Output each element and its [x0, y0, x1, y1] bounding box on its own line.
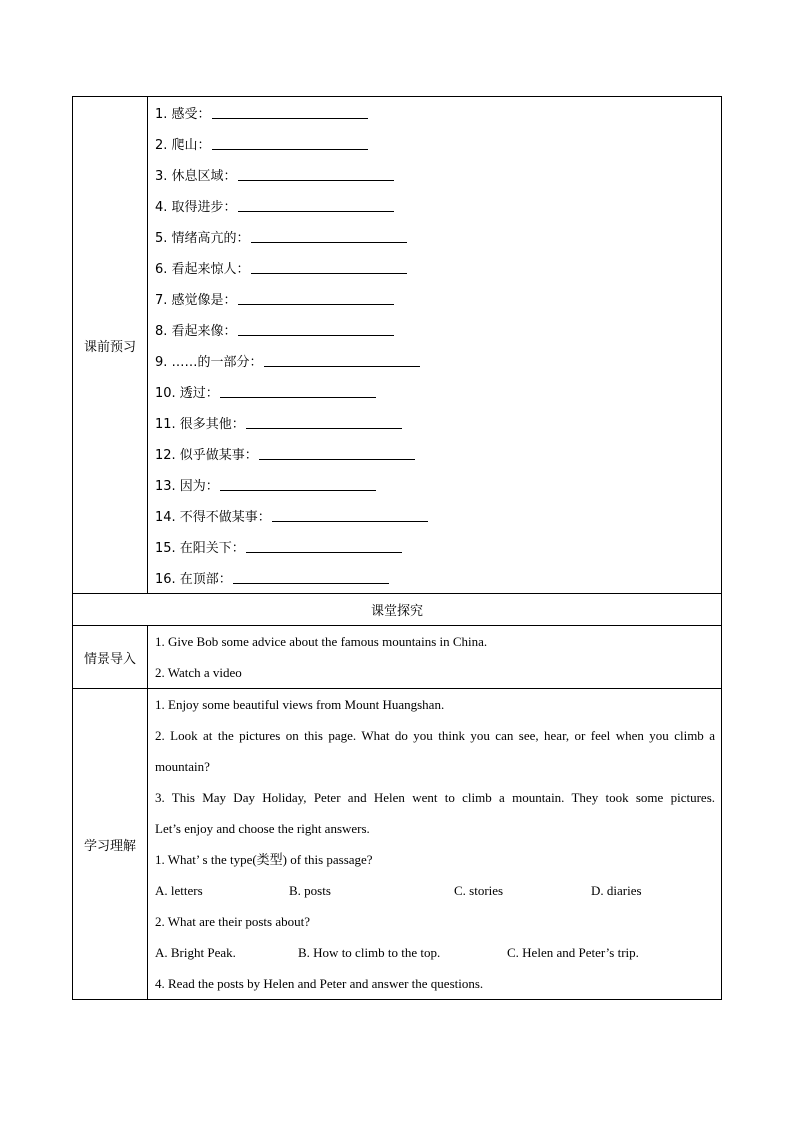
study-line: 1. Enjoy some beautiful views from Mount Huangshan.: [155, 697, 445, 712]
preview-label: 课前预习: [73, 97, 148, 594]
answer-blank[interactable]: [238, 210, 394, 212]
study-line: mountain?: [155, 759, 210, 774]
answer-blank[interactable]: [264, 365, 420, 367]
question-1: 1. What’ s the type(类型) of this passage?: [155, 852, 373, 867]
preview-item: 8. 看起来像：: [155, 314, 715, 345]
intro-line: 1. Give Bob some advice about the famous mountains in China.: [155, 634, 488, 649]
answer-blank[interactable]: [220, 489, 376, 491]
answer-blank[interactable]: [259, 458, 415, 460]
preview-item: 15. 在阳关下：: [155, 531, 715, 562]
preview-item: 1. 感受：: [155, 97, 715, 128]
preview-item: 16. 在顶部：: [155, 562, 715, 593]
question-1-options: [155, 875, 715, 906]
answer-blank[interactable]: [246, 551, 402, 553]
study-line: 3. This May Day Holiday, Peter and Helen went to climb a mountain. They took some pictures.: [155, 790, 715, 805]
preview-item: 9. ……的一部分：: [155, 345, 715, 376]
study-line: Let’s enjoy and choose the right answers.: [155, 821, 370, 836]
answer-blank[interactable]: [233, 582, 389, 584]
preview-item: 5. 情绪高亢的：: [155, 221, 715, 252]
preview-item: 3. 休息区域：: [155, 159, 715, 190]
classroom-row: [73, 594, 722, 626]
answer-blank[interactable]: [251, 272, 407, 274]
answer-blank[interactable]: [238, 334, 394, 336]
intro-line: 2. Watch a video: [155, 665, 242, 680]
answer-blank[interactable]: [220, 396, 376, 398]
preview-item: 13. 因为：: [155, 469, 715, 500]
preview-item: 2. 爬山：: [155, 128, 715, 159]
option-c[interactable]: C. stories: [454, 883, 504, 898]
answer-blank[interactable]: [212, 117, 368, 119]
preview-item: 12. 似乎做某事：: [155, 438, 715, 469]
answer-blank[interactable]: [212, 148, 368, 150]
option-c[interactable]: C. Helen and Peter’s trip.: [507, 945, 639, 960]
worksheet-table: [72, 96, 722, 1000]
question-2: 2. What are their posts about?: [155, 914, 310, 929]
classroom-title: 课堂探究: [73, 594, 722, 626]
preview-content: [148, 97, 722, 594]
intro-row: [73, 626, 722, 689]
answer-blank[interactable]: [238, 179, 394, 181]
preview-item: 11. 很多其他：: [155, 407, 715, 438]
preview-item: 6. 看起来惊人：: [155, 252, 715, 283]
question-2-options: [155, 937, 715, 968]
answer-blank[interactable]: [246, 427, 402, 429]
intro-content: [148, 626, 722, 689]
answer-blank[interactable]: [238, 303, 394, 305]
option-b[interactable]: B. posts: [289, 883, 331, 898]
study-line: 4. Read the posts by Helen and Peter and answer the questions.: [155, 976, 484, 991]
preview-item: 10. 透过：: [155, 376, 715, 407]
study-content: [148, 689, 722, 1000]
preview-item: 14. 不得不做某事：: [155, 500, 715, 531]
option-b[interactable]: B. How to climb to the top.: [298, 945, 441, 960]
study-row: [73, 689, 722, 1000]
study-line: 2. Look at the pictures on this page. What do you think you can see, hear, or feel when you climb a: [155, 728, 715, 743]
option-a[interactable]: A. Bright Peak.: [155, 945, 236, 960]
answer-blank[interactable]: [272, 520, 428, 522]
preview-item: 4. 取得进步：: [155, 190, 715, 221]
preview-item: 7. 感觉像是：: [155, 283, 715, 314]
study-label: 学习理解: [73, 689, 148, 1000]
option-d[interactable]: D. diaries: [591, 883, 642, 898]
intro-label: 情景导入: [73, 626, 148, 689]
preview-row: [73, 97, 722, 594]
option-a[interactable]: A. letters: [155, 883, 203, 898]
answer-blank[interactable]: [251, 241, 407, 243]
